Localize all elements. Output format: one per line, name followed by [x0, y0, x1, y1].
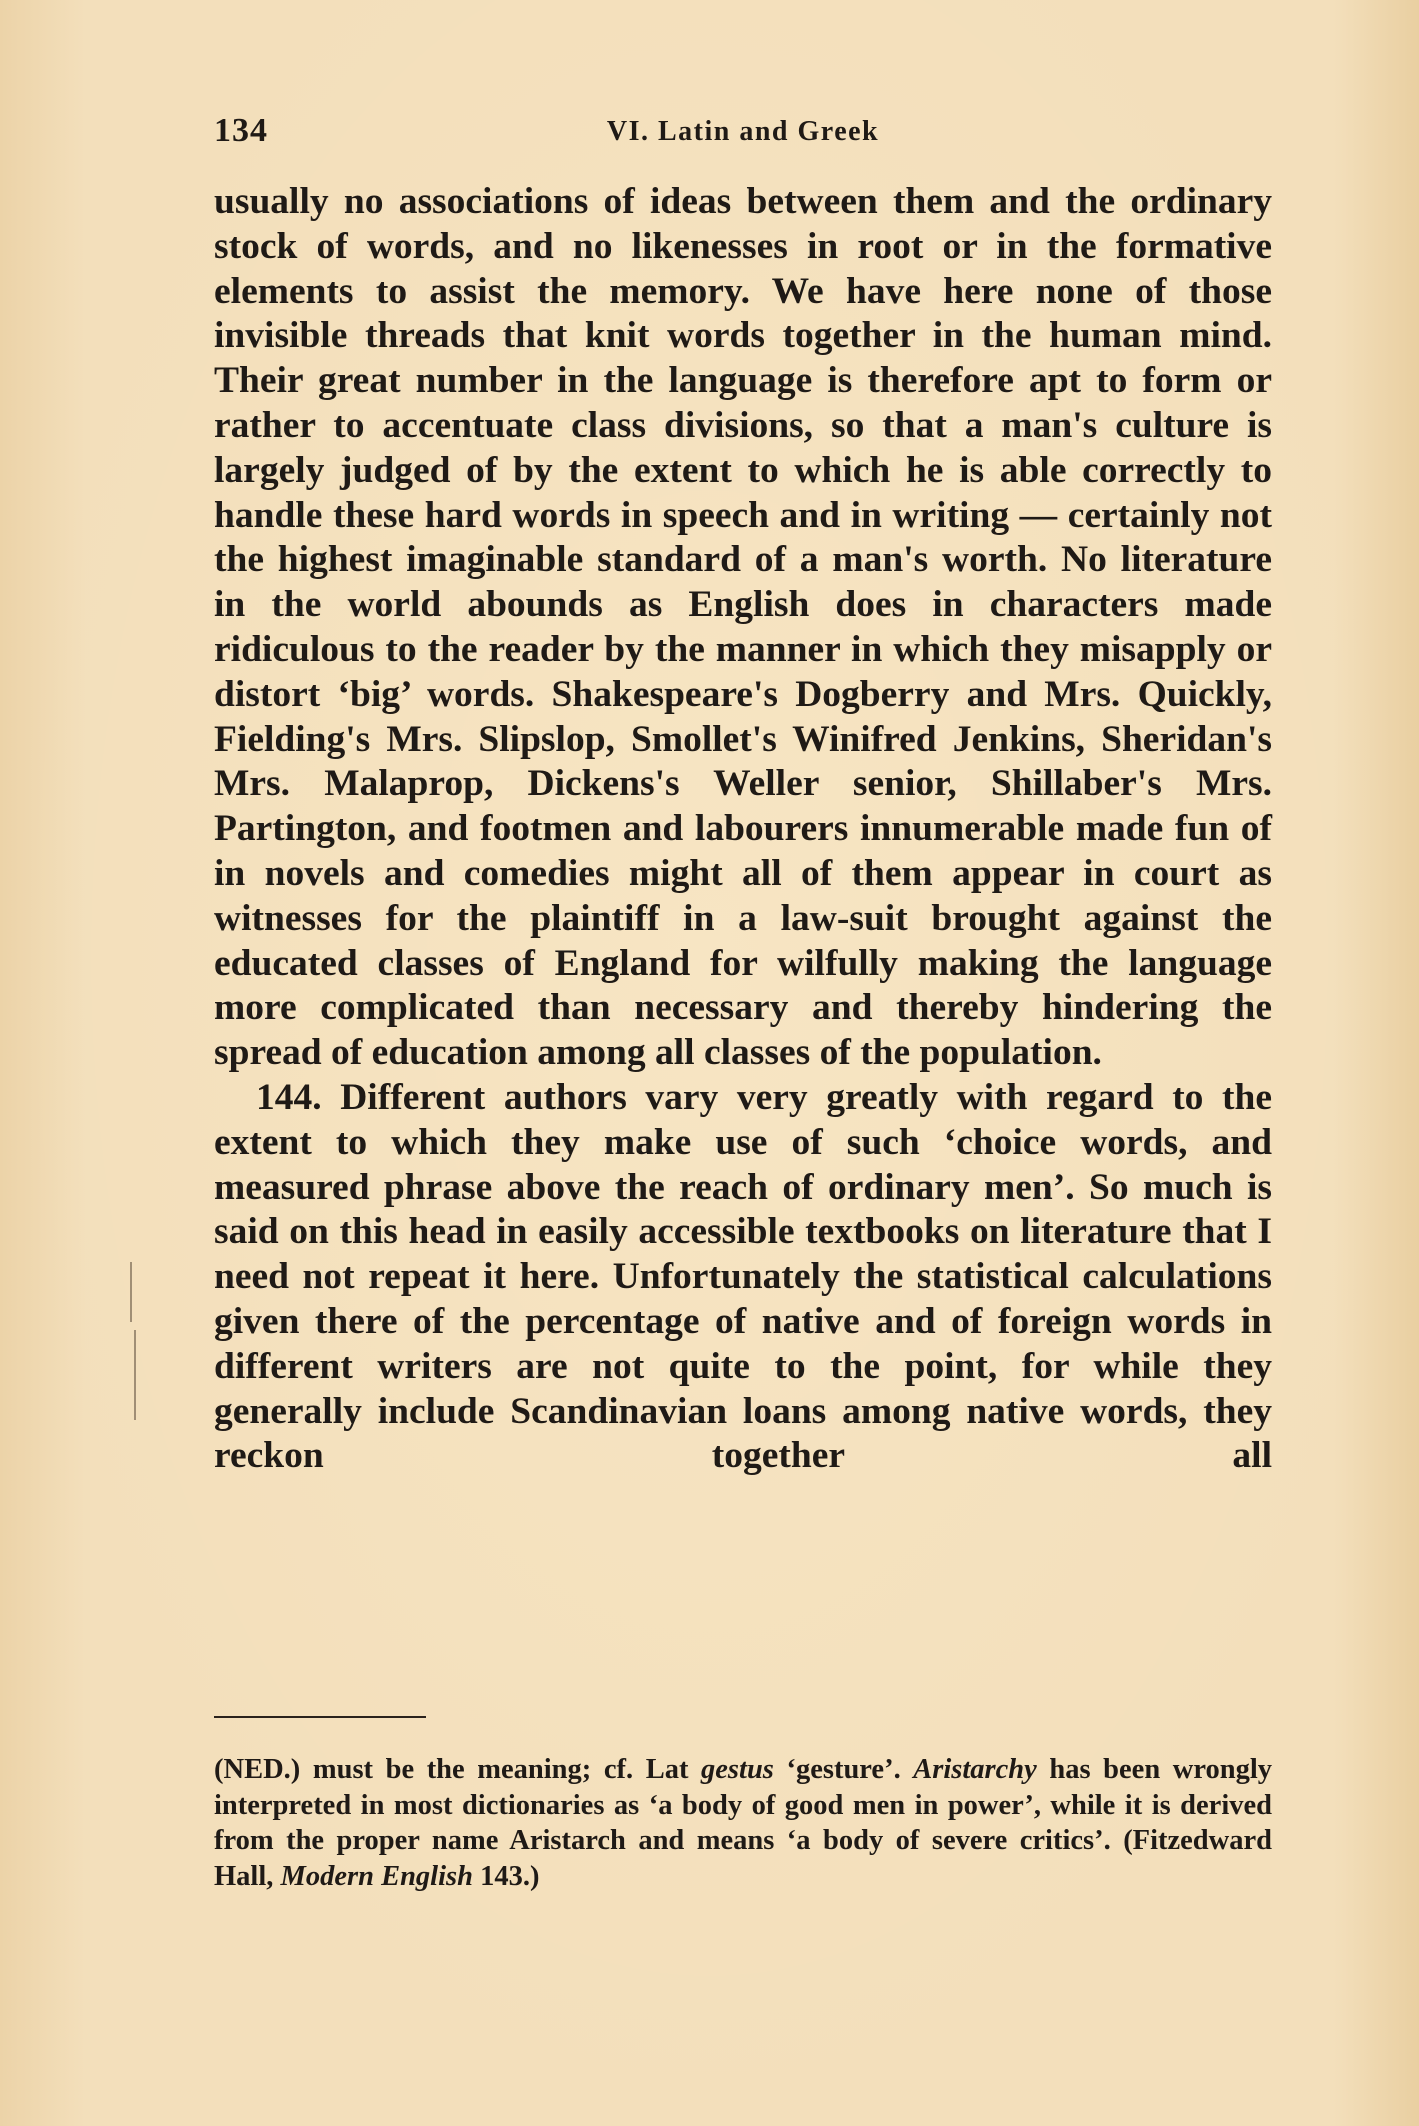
- footnote-italic: Modern English: [280, 1860, 473, 1892]
- footnote: [214, 1752, 1272, 1894]
- paragraph-text: Different authors vary very greatly with regard to the extent to which they make use of such ‘choice words, and measured phrase above the reach of ordinary men’. So much is said on this head in easily accessible textbooks on literature that I need not repeat it here. Unfortunately the statistical calculations given there of the percentage of native and of foreign words in different writers are not quite to the point, for while they generally include Scandinavian loans among native words, they reckon together all: [214, 1076, 1272, 1477]
- footnote-segment: (NED.) must be the meaning; cf. Lat: [214, 1754, 702, 1785]
- page-header: [214, 112, 1272, 162]
- footnote-text: [214, 1752, 1272, 1894]
- footnote-italic: Aristarchy: [913, 1754, 1037, 1785]
- paragraph: usually no associations of ideas between them and the ordinary stock of words, and no likenesses in root or in the formative elements to assist the memory. We have here none of those invisible threads that knit words together in the human mind. Their great number in the language is therefore apt to form or rather to accentuate class divisions, so that a man's culture is largely judged of by the extent to which he is able correctly to handle these hard words in speech and in writing — certainly not the highest imaginable standard of a man's worth. No literature in the world abounds as English does in characters made ridiculous to the reader by the manner in which they misapply or distort ‘big’ words. Shakespeare's Dogberry and Mrs. Quickly, Fielding's Mrs. Slipslop, Smollet's Winifred Jenkins, Sheridan's Mrs. Malaprop, Dickens's Weller senior, Shillaber's Mrs. Partington, and footmen and labourers innumerable made fun of in novels and comedies might all of them appear in court as witnesses for the plaintiff in a law-suit brought against the educated classes of England for wilfully making the language more complicated than necessary and thereby hindering the spread of education among all classes of the population.: [214, 181, 1272, 1074]
- section-number: 144.: [256, 1076, 322, 1118]
- running-head: VI. Latin and Greek: [606, 116, 880, 147]
- footnote-segment: 143.): [472, 1860, 540, 1892]
- footnote-segment: ‘gesture’.: [773, 1754, 914, 1785]
- margin-pencil-mark: [134, 1330, 136, 1420]
- paragraph-section-144: [214, 1076, 1272, 1479]
- footnote-segment: has been wrongly interpreted in most dictionaries as ‘a body of good men in power’, while it is derived from the proper name Aristarch and means ‘a body of severe critics’. (Fitzedward Hall,: [214, 1754, 1272, 1892]
- footnote-rule: [214, 1716, 426, 1718]
- page-number: 134: [214, 112, 268, 149]
- body-text: [214, 180, 1272, 1479]
- margin-pencil-mark: [130, 1262, 132, 1322]
- footnote-italic: gestus: [701, 1754, 774, 1785]
